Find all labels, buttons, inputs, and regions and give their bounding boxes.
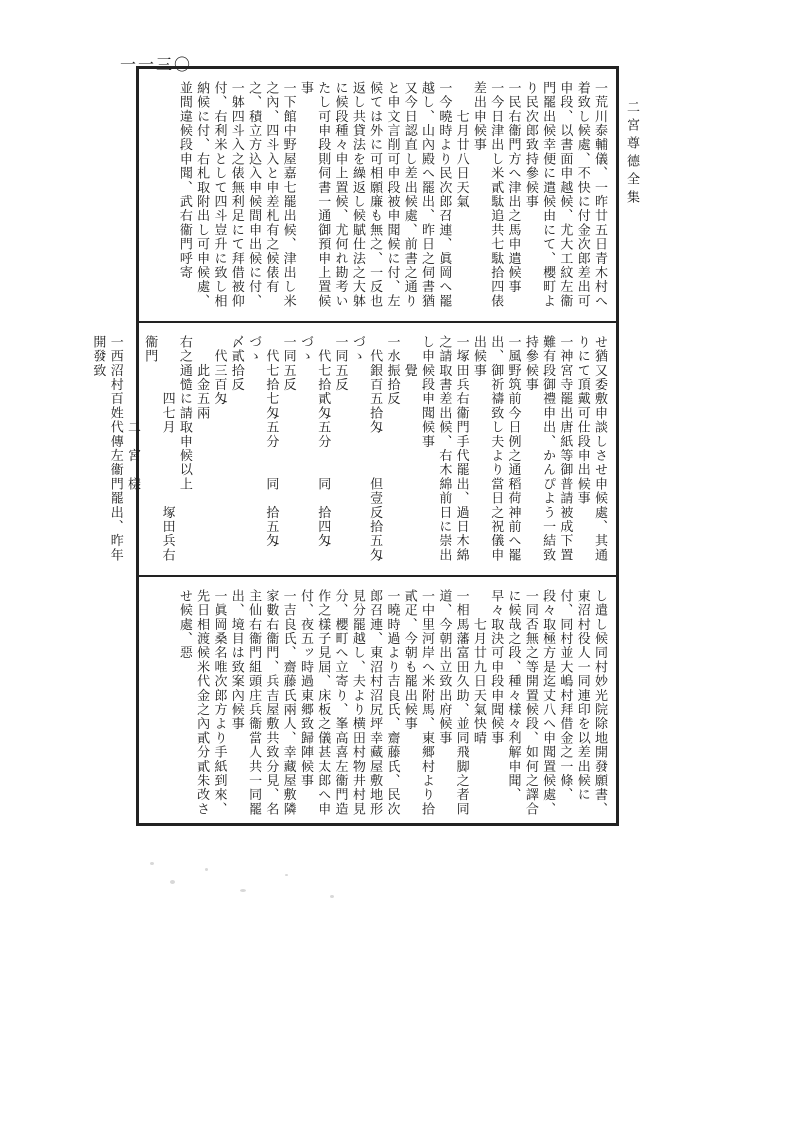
speckle <box>240 889 246 892</box>
speckle <box>285 874 288 876</box>
book-title: 二宮尊德全集 <box>624 100 639 208</box>
speckle <box>330 895 334 898</box>
text-frame <box>90 66 619 826</box>
speckle <box>150 862 154 865</box>
upper-text: 一荒川泰輔儀、一昨廿五日青木村へ着致し候處、不快に付金次郎差出可申段、以書面申越候、尤大工紋左衞門罷出候幸便に遣候由にて、櫻町より民次郎致持參候事 一民右衞門方へ津出之馬申遣候事 一今日津出し米貳駄追共七駄拾四俵差出申候事 七月廿八日天氣 一今曉時より民次郎召連、眞岡へ罷越し、山內殿へ罷出、昨日之伺書猶又今日認直し差出候處、前書之通りと申文言削可申段被申聞候に付、左候ては外に可相願廉も無之、一反也返し共貸法を繰返し候賦仕法之大躰に候段種々申上置候、尤何れ勘考いたし可申段則伺書一通御預申上置候事 一下館中野屋嘉七罷出候、津出し米之內、四斗入と申差札有之候俵有之、積立方込入申候間申出候に付、一躰四斗入之俵無利足にて拜借被仰付、右利米として四斗豈升に致し相納候に付、右札取附出し可申候處、並間違候段申聞、武右衞門呼寄 <box>176 81 607 309</box>
middle-text-block <box>90 323 616 577</box>
lower-text-block <box>139 577 616 823</box>
lower-text: し遣し候同村妙光院除地開發願書、東沼村役人一同連印を以差出候に付、同村並大嶋村拜借金之一條、段々取極方是迄丈八へ申聞置候處、一同否無之等開置候段、如何之譯合に候哉之段、種々樣々利解申聞、早々取決可申段申聞候事 七月廿九日天氣快晴 一相馬藩富田久助、並同飛脚之者同道、今朝出立致出府候事 一中里河岸へ米附馬、東郷村より拾貳疋、今朝も罷出候事 一曉時過より吉良氏、齋藤氏、民次郎召連、東沼村沼尻坪幸藏屋敷地形見分罷越し、夫より横田村物井村見分、櫻町へ立寄り、峯高喜左衞門造作之樣子見屆、床板之儀甚太郎へ申付、夜五ッ時過東郷致歸陣候事 一吉良氏、齋藤氏兩人、幸藏屋敷隣家數右衞門、兵吉屋敷共致分見、名主仙右衞門組頭庄兵衞當人共一同罷出、境目は致案內候事 一眞岡桑名唯次郎方より手紙到來、先日相渡候米代金之內貳分貳朱改させ候處、惡 <box>176 589 607 817</box>
speckle <box>205 868 208 871</box>
middle-text: せ猶又委敷申談しさせ申候處、其通りにて頂戴可仕段申出候事 一神宮寺罷出唐紙等御普請被成下置難有段御禮申出、かんぴよう一結致持參候事 一風野筑前今日例之通稻荷神前へ罷出、御祈禱致し夫より當日之祝儀申出候事 一塚田兵右衞門手代罷出、過日木綿之請取書差出候、右木綿前日に崇出し申候段申聞候事 覺 一水振拾反 代銀百五拾匁 但壹反拾五匁づゝ 一同五反 代七拾貳匁五分 同 拾四匁づゝ 一同五反 代七拾七匁五分 同 拾五匁づゝ 〆貳拾反 代三百匁 此金五兩 右之通慥に請取申候以上 四七月 塚田兵右衞門 二 宮 樣 一西沼村百姓代傳左衞門罷出、昨年開發致 <box>90 335 607 563</box>
upper-text-block <box>139 69 616 323</box>
speckle <box>170 880 175 884</box>
page-number: 一一三〇 <box>120 55 193 74</box>
